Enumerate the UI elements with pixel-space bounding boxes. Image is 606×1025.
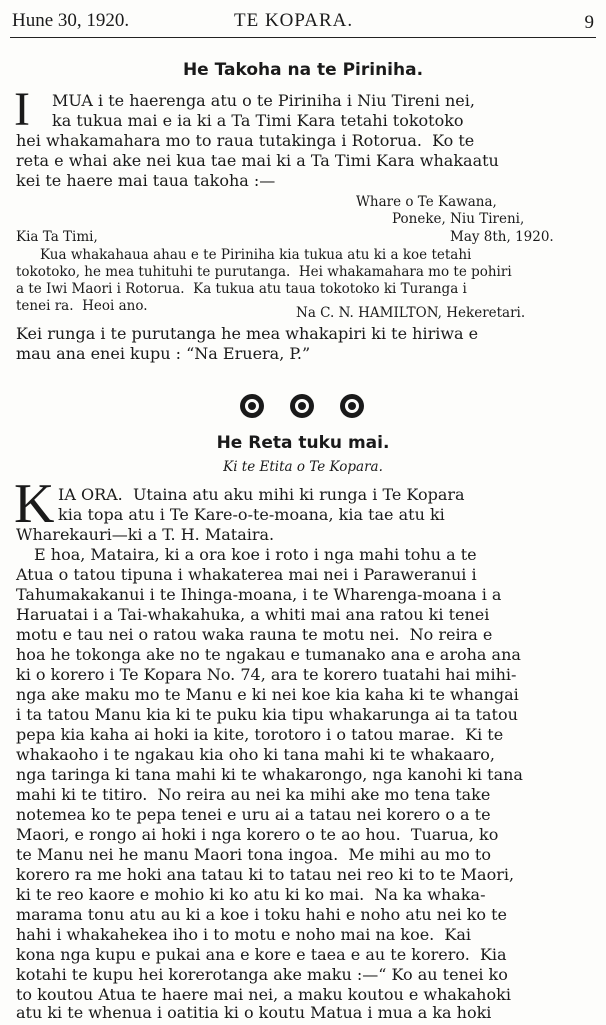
article2-line: Tahumakakanui i te Ihinga-moana, i te Wharenga-moana i a bbox=[16, 585, 502, 604]
article1-closing-line: mau ana enei kupu : “Na Eruera, P.” bbox=[16, 344, 311, 363]
letter-line: a te Iwi Maori i Rotorua. Ka tukua atu taua tokotoko ki Turanga i bbox=[16, 281, 467, 297]
article2-line: marama tonu atu au ki a koe i toku hahi e noho atu nei ko te bbox=[16, 905, 508, 924]
article2-line: Wharekauri—ki a T. H. Mataira. bbox=[16, 525, 275, 544]
page-number: 9 bbox=[584, 12, 594, 33]
article2-line: atu ki te whenua i oatitia ki o koutu Matua i mua a ka hoki bbox=[16, 1003, 492, 1022]
article2-line: E hoa, Mataira, ki a ora koe i roto i nga mahi tohu a te bbox=[34, 545, 477, 564]
letter-line: tenei ra. Heoi ano. bbox=[16, 298, 148, 314]
article2-line: notemea ko te pepa tenei e uru ai a tatau nei korero o a te bbox=[16, 805, 491, 824]
article2-line: motu e tau nei o ratou waka rauna te motu nei. No reira e bbox=[16, 625, 493, 644]
letter-signature: Na C. N. HAMILTON, Hekeretari. bbox=[296, 305, 526, 321]
article2-line: Atua o tatou tipuna i whakaterea mai nei i Paraweranui i bbox=[16, 565, 477, 584]
issue-date: Hune 30, 1920. bbox=[12, 10, 130, 31]
article2-line: i ta tatou Manu kia ki te puku kia tipu whakarunga ai ta tatou bbox=[16, 705, 518, 724]
article2-line: ki o korero i Te Kopara No. 74, ara te korero tuatahi hai mihi- bbox=[16, 665, 517, 684]
rose-icon bbox=[238, 392, 266, 420]
article2-heading: He Reta tuku mai. bbox=[216, 433, 390, 453]
article1-heading: He Takoha na te Piriniha. bbox=[182, 60, 424, 80]
article1-closing-line: Kei runga i te purutanga he mea whakapiri ki te hiriwa e bbox=[16, 324, 479, 343]
article2-line: mahi ki te titiro. No reira au nei ka mihi ake mo tena take bbox=[16, 785, 491, 804]
article2-line: to koutou Atua te haere mai nei, a maku koutou e whakahoki bbox=[16, 985, 511, 1004]
letter-line: tokotoko, he mea tuhituhi te purutanga. Hei whakamahara mo te pohiri bbox=[16, 264, 512, 280]
article2-line: pepa kia kaha ai hoki ia kite, torotoro i o tatou marae. Ki te bbox=[16, 725, 504, 744]
article2-line: nga ake maku mo te Manu e ki nei koe kia kaha ki te whangai bbox=[16, 685, 519, 704]
rose-icon bbox=[288, 392, 316, 420]
article2-subheading: Ki te Etita o Te Kopara. bbox=[223, 459, 383, 475]
letter-address-line: Whare o Te Kawana, bbox=[356, 194, 497, 210]
article2-dropcap: K bbox=[14, 473, 55, 535]
article1-line: reta e whai ake nei kua tae mai ki a Ta Timi Kara whakaatu bbox=[16, 151, 499, 170]
article2-line: te Manu nei he manu Maori tona ingoa. Me mihi au mo to bbox=[16, 845, 491, 864]
article1-line: kei te haere mai taua takoha :— bbox=[16, 171, 276, 190]
letter-salutation: Kia Ta Timi, bbox=[16, 229, 98, 245]
article2-line: kia topa atu i Te Kare-o-te-moana, kia tae atu ki bbox=[58, 505, 445, 524]
letter-address-line: Poneke, Niu Tireni, bbox=[392, 211, 525, 227]
article2-line: ki te reo kaore e mohio ki ko atu ki ko mai. Na ka whaka- bbox=[16, 885, 486, 904]
header-rule bbox=[10, 37, 596, 38]
page-header bbox=[12, 6, 594, 34]
rose-icon bbox=[338, 392, 366, 420]
article1-line: ka tukua mai e ia ki a Ta Timi Kara tetahi tokotoko bbox=[52, 111, 464, 130]
article2-line: whakaoho i te ngakau kia oho ki tana mahi ki te whakaaro, bbox=[16, 745, 495, 764]
article2-line: kona nga kupu e pukai ana e kore e taea e au te korero. Kia bbox=[16, 945, 507, 964]
article2-line: IA ORA. Utaina atu aku mihi ki runga i Te Kopara bbox=[58, 485, 465, 504]
article2-line: nga taringa ki tana mahi ki te whakarongo, nga kanohi ki tana bbox=[16, 765, 523, 784]
article2-line: hahi i whakahekea iho i to motu e noho mai na koe. Kai bbox=[16, 925, 472, 944]
article2-line: kotahi te kupu hei korerotanga ake maku :—“ Ko au tenei ko bbox=[16, 965, 508, 984]
article2-line: Maori, e rongo ai hoki i nga korero o te ao hou. Tuarua, ko bbox=[16, 825, 499, 844]
masthead-title: TE KOPARA. bbox=[234, 10, 354, 31]
letter-date: May 8th, 1920. bbox=[450, 229, 554, 245]
article1-line: hei whakamahara mo to raua tutakinga i Rotorua. Ko te bbox=[16, 131, 475, 150]
article1-line: MUA i te haerenga atu o te Piriniha i Niu Tireni nei, bbox=[52, 91, 475, 110]
letter-line: Kua whakahaua ahau e te Piriniha kia tukua atu ki a koe tetahi bbox=[40, 247, 472, 263]
article2-line: Haruatai i a Tai-whakahuka, a whiti mai ana ratou ki tenei bbox=[16, 605, 490, 624]
article2-line: korero ra me hoki ana tatau ki to tatau nei reo ki to te Maori, bbox=[16, 865, 515, 884]
article1-dropcap: I bbox=[14, 83, 30, 136]
article2-line: hoa he tokonga ake no te ngakau e tumanako ana e aroha ana bbox=[16, 645, 521, 664]
